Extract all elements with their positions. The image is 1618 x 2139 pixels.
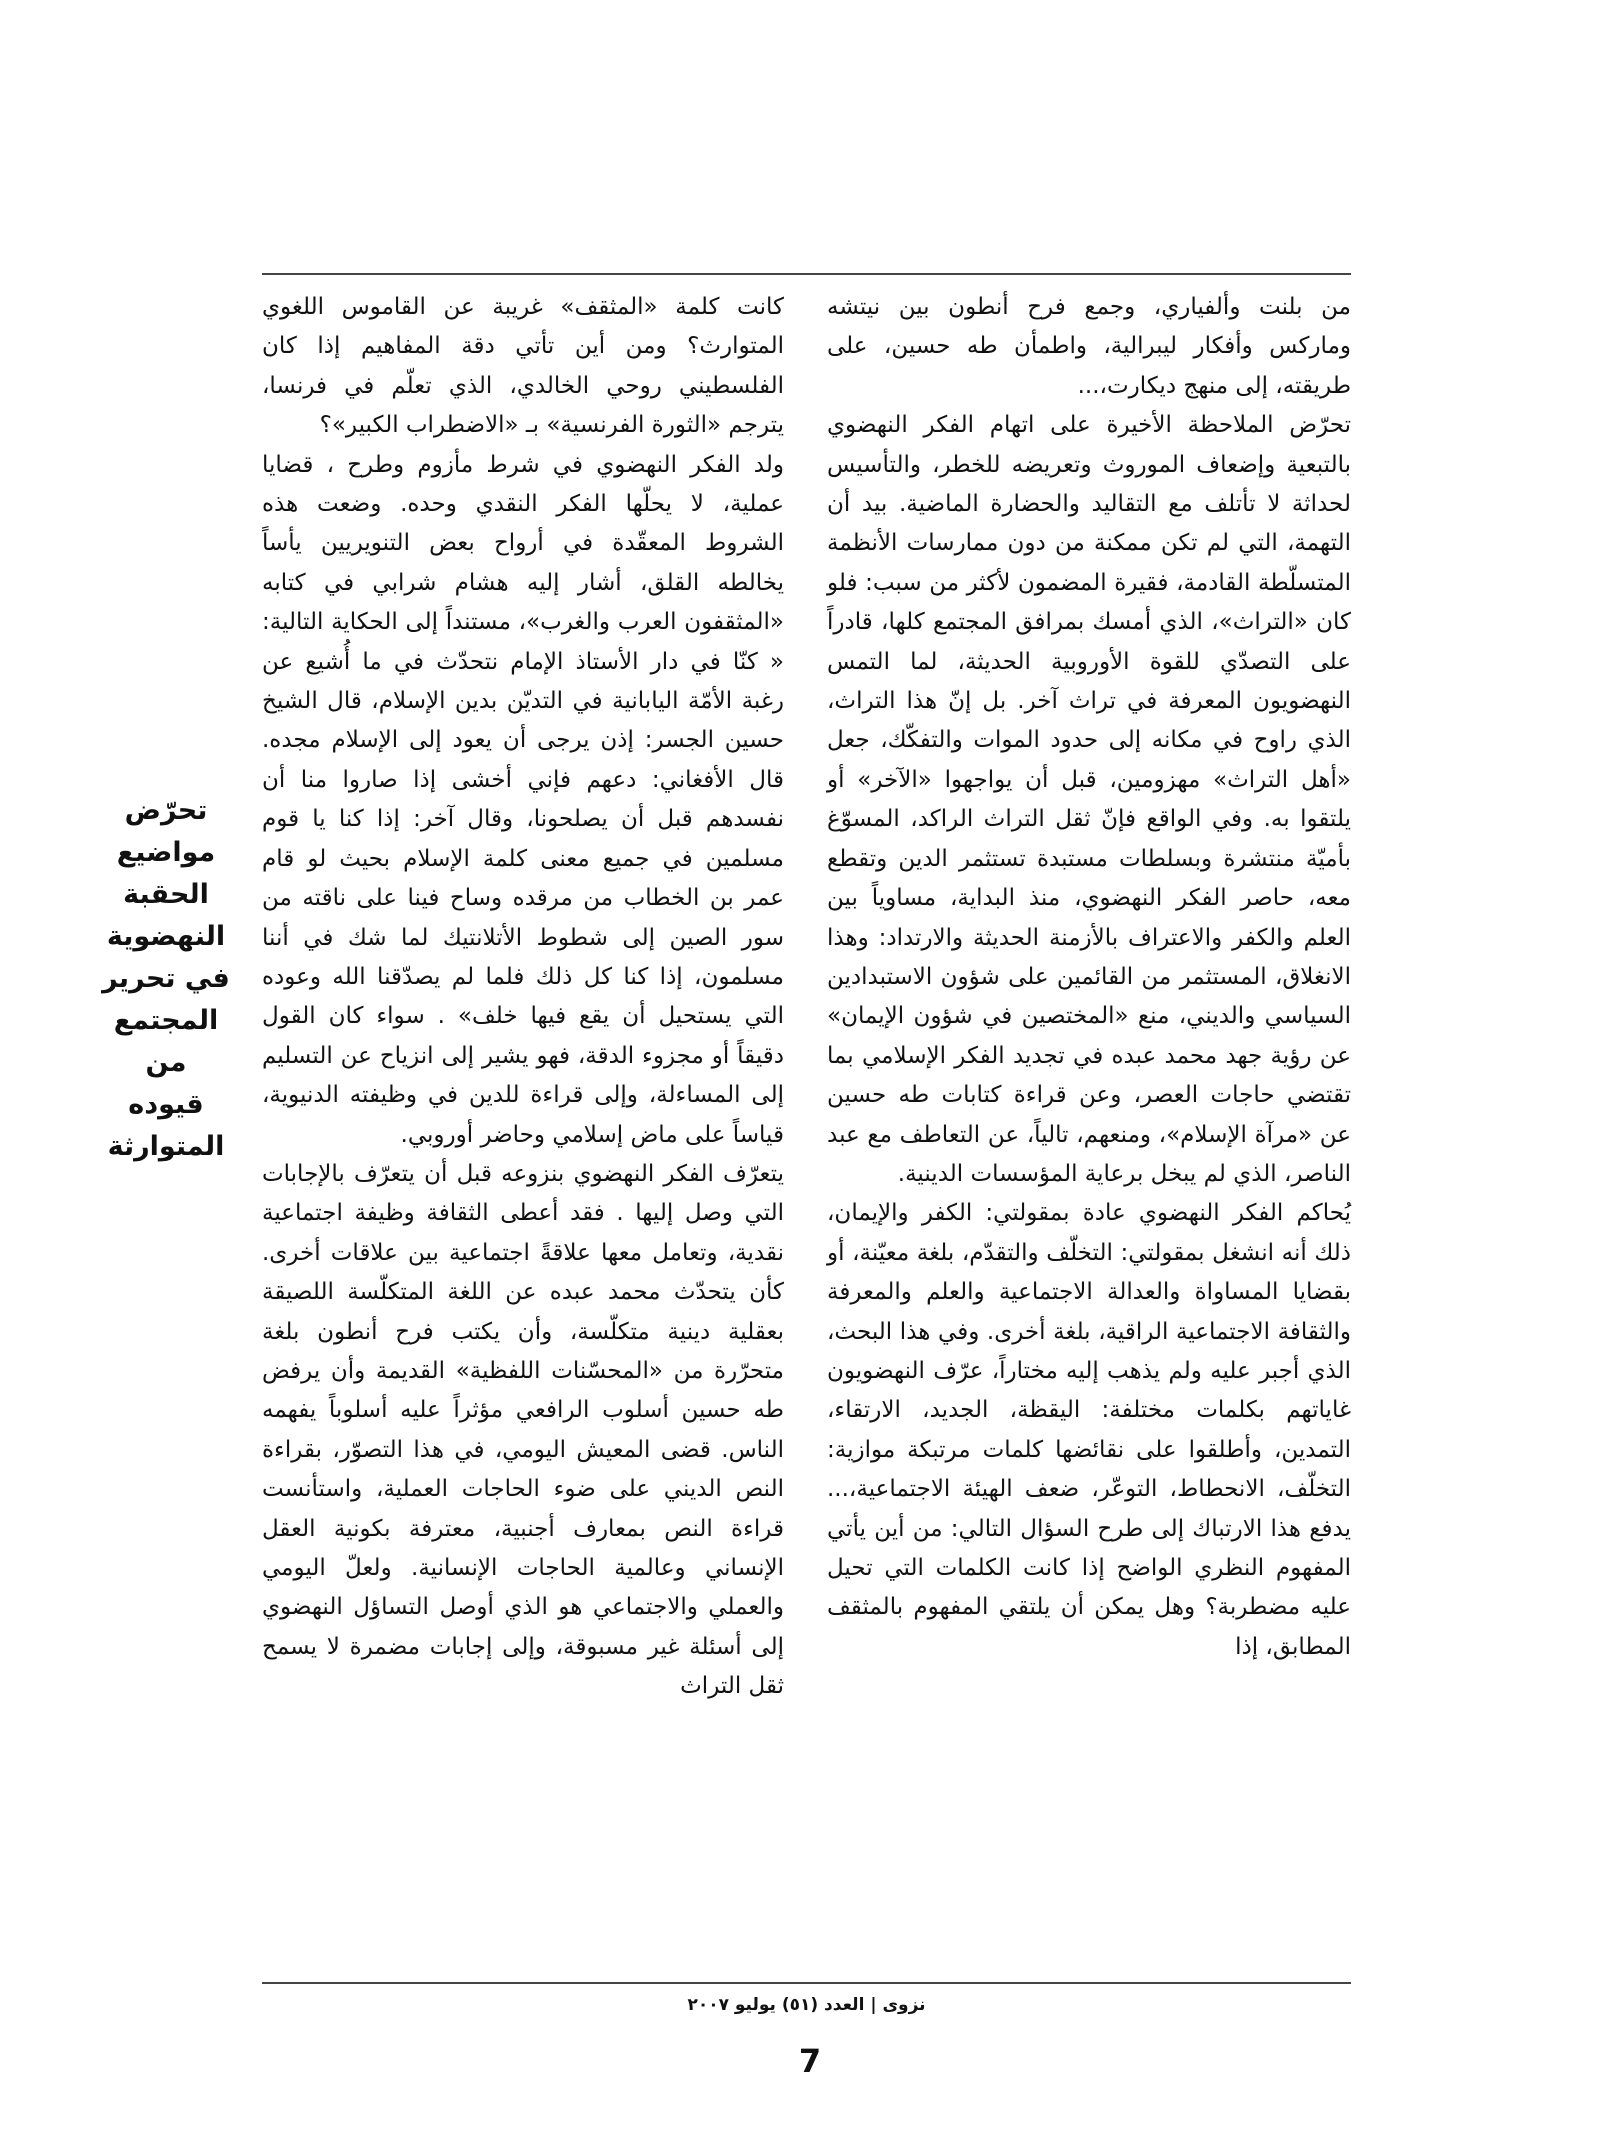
pull-quote-line: قيوده	[128, 1089, 204, 1120]
pull-quote-line: مواضيع الحقبة	[116, 837, 216, 910]
paragraph: كانت كلمة «المثقف» غريبة عن القاموس اللغوي المتوارث؟ ومن أين تأتي دقة المفاهيم إذا كان الفلسطيني روحي الخالدي، الذي تعلّم في فرنسا، يترجم «الثورة الفرنسية» بـ «الاضطراب الكبير»؟	[262, 294, 784, 439]
pull-quote-line: المجتمع من	[113, 1005, 219, 1078]
pull-quote-line: تحرّض	[124, 795, 208, 826]
page-number: 7	[798, 2042, 822, 2080]
article-column-left	[262, 288, 784, 1707]
paragraph: تحرّض الملاحظة الأخيرة على اتهام الفكر النهضوي بالتبعية وإضعاف الموروث وتعريضه للخطر، والتأسيس لحداثة لا تأتلف مع التقاليد والحضارة الماضية. بيد أن التهمة، التي لم تكن ممكنة من دون ممارسات الأنظمة المتسلّطة القادمة، فقيرة المضمون لأكثر من سبب: فلو كان «التراث»، الذي أمسك بمرافق المجتمع كلها، قادراً على التصدّي للقوة الأوروبية الحديثة، لما التمس النهضويون المعرفة في تراث آخر. بل إنّ هذا التراث، الذي راوح في مكانه إلى حدود الموات والتفكّك، جعل «أهل التراث» مهزومين، قبل أن يواجهوا «الآخر» أو يلتقوا به. وفي الواقع فإنّ ثقل التراث الراكد، المسوّغ بأميّة منتشرة وبسلطات مستبدة تستثمر الدين وتقطع معه، حاصر الفكر النهضوي، منذ البداية، مساوياً بين العلم والكفر والاعتراف بالأزمنة الحديثة والارتداد: وهذا الانغلاق، المستثمر من القائمين على شؤون الاستبدادين السياسي والديني، منع «المختصين في شؤون الإيمان» عن رؤية جهد محمد عبده في تجديد الفكر الإسلامي بما تقتضي حاجات العصر، وعن قراءة كتابات طه حسين عن «مرآة الإسلام»، ومنعهم، تالياً، عن التعاطف مع عبد الناصر، الذي لم يبخل برعاية المؤسسات الدينية.	[827, 412, 1351, 1187]
bottom-rule	[262, 1982, 1351, 1984]
pull-quote-line: في تحرير	[102, 963, 230, 994]
running-footer: نزوى | العدد (٥١) يوليو ٢٠٠٧	[687, 1995, 926, 2015]
top-rule	[262, 273, 1351, 275]
pull-quote-line: النهضوية	[106, 921, 226, 952]
paragraph: يُحاكم الفكر النهضوي عادة بمقولتي: الكفر والإيمان، ذلك أنه انشغل بمقولتي: التخلّف والتقدّم، بلغة معيّنة، أو بقضايا المساواة والعدالة الاجتماعية والعلم والمعرفة والثقافة الاجتماعية الراقية، بلغة أخرى. وفي هذا البحث، الذي أجبر عليه ولم يذهب إليه مختاراً، عرّف النهضويون غاياتهم بكلمات مختلفة: اليقظة، الجديد، الارتقاء، التمدين، وأطلقوا على نقائضها كلمات مرتبكة موازية: التخلّف، الانحطاط، التوعّر، ضعف الهيئة الاجتماعية،... يدفع هذا الارتباك إلى طرح السؤال التالي: من أين يأتي المفهوم النظري الواضح إذا كانت الكلمات التي تحيل عليه مضطربة؟ وهل يمكن أن يلتقي المفهوم بالمثقف المطابق، إذا	[827, 1200, 1351, 1660]
pull-quote	[95, 790, 237, 1168]
pull-quote-line: المتوارثة	[107, 1131, 225, 1162]
article-column-right	[827, 288, 1351, 1667]
paragraph: من بلنت وألفياري، وجمع فرح أنطون بين نيتشه وماركس وأفكار ليبرالية، واطمأن طه حسين، على طريقته، إلى منهج ديكارت،...	[827, 294, 1351, 399]
paragraph: يتعرّف الفكر النهضوي بنزوعه قبل أن يتعرّف بالإجابات التي وصل إليها . فقد أعطى الثقافة وظيفة اجتماعية نقدية، وتعامل معها علاقةً اجتماعية بين علاقات أخرى. كأن يتحدّث محمد عبده عن اللغة المتكلّسة اللصيقة بعقلية دينية متكلّسة، وأن يكتب فرح أنطون بلغة متحرّرة من «المحسّنات اللفظية» القديمة وأن يرفض طه حسين أسلوب الرافعي مؤثراً عليه أسلوباً يفهمه الناس. قضى المعيش اليومي، في هذا التصوّر، بقراءة النص الديني على ضوء الحاجات العملية، واستأنست قراءة النص بمعارف أجنبية، معترفة بكونية العقل الإنساني وعالمية الحاجات الإنسانية. ولعلّ اليومي والعملي والاجتماعي هو الذي أوصل التساؤل النهضوي إلى أسئلة غير مسبوقة، وإلى إجابات مضمرة لا يسمح ثقل التراث	[262, 1160, 784, 1700]
paragraph: ولد الفكر النهضوي في شرط مأزوم وطرح ، قضايا عملية، لا يحلّها الفكر النقدي وحده. وضعت هذه الشروط المعقّدة في أرواح بعض التنويريين يأساً يخالطه القلق، أشار إليه هشام شرابي في كتابه «المثقفون العرب والغرب»، مستنداً إلى الحكاية التالية: « كنّا في دار الأستاذ الإمام نتحدّث في ما أُشيع عن رغبة الأمّة اليابانية في التديّن بدين الإسلام، قال الشيخ حسين الجسر: إذن يرجى أن يعود إلى الإسلام مجده. قال الأفغاني: دعهم فإني أخشى إذا صاروا منا أن نفسدهم قبل أن يصلحونا، وقال آخر: إذا كنا يا قوم مسلمين في جميع معنى كلمة الإسلام بحيث لو قام عمر بن الخطاب من مرقده وساح فينا على ناقته من سور الصين إلى شطوط الأتلانتيك لما شك في أننا مسلمون، إذا كنا كل ذلك فلما لم يصدّقنا الله وعوده التي يستحيل أن يقع فيها خلف» . سواء كان القول دقيقاً أو مجزوء الدقة، فهو يشير إلى انزياح عن التسليم إلى المساءلة، وإلى قراءة للدين في وظيفته الدنيوية، قياساً على ماض إسلامي وحاضر أوروبي.	[262, 451, 784, 1148]
